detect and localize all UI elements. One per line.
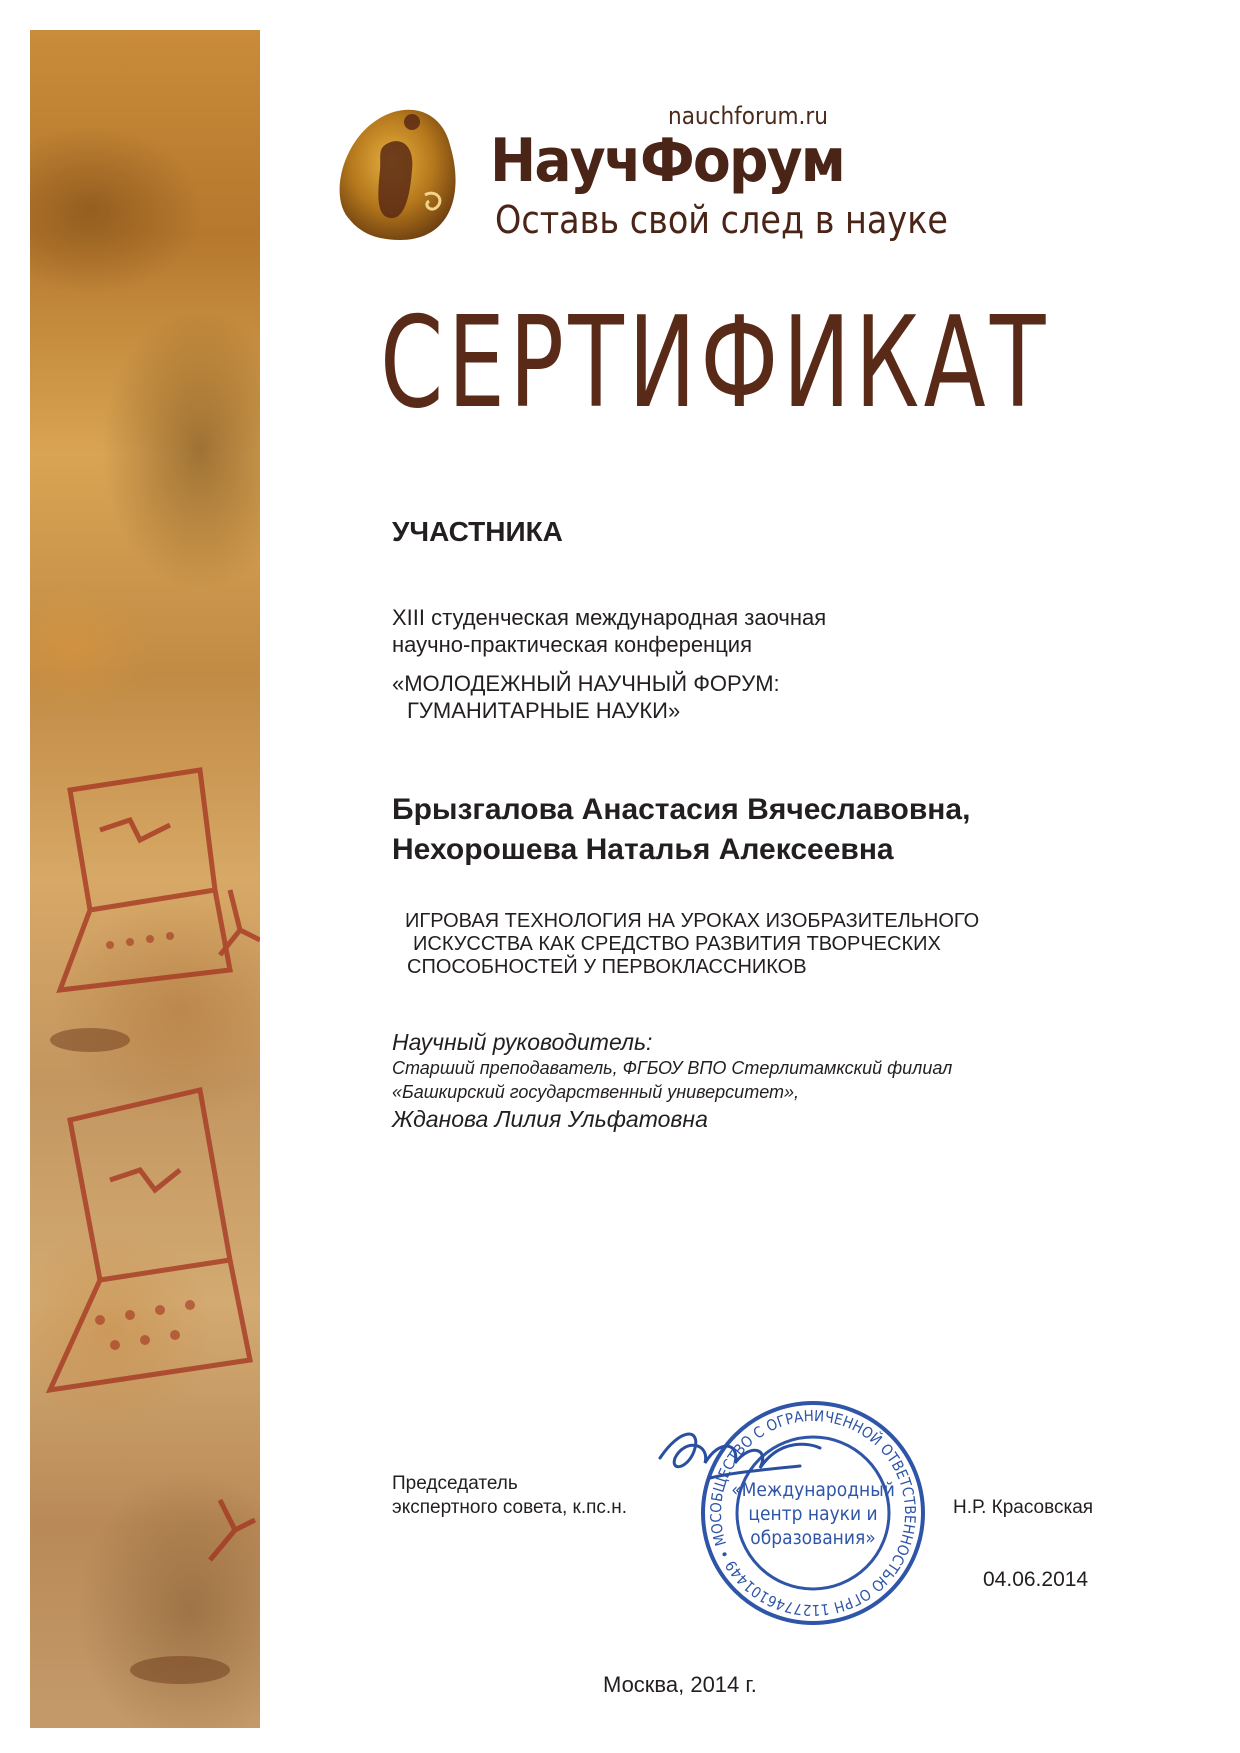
decorative-side-strip [30,30,260,1728]
handwritten-signature [650,1418,830,1498]
chair-name: Н.Р. Красовская [953,1497,1094,1518]
certificate-subtitle: УЧАСТНИКА [392,516,563,547]
conference-line: XIII студенческая международная заочная [392,605,827,630]
chair-line: экспертного совета, к.пс.н. [392,1497,627,1518]
advisor-position: «Башкирский государственный университет», [392,1082,800,1102]
chair-line: Председатель [392,1473,518,1494]
advisor-block [392,1028,952,1134]
chair-title [392,1472,627,1520]
participant-name: Нехорошева Наталья Алексеевна [392,833,894,866]
stamp-center-line: центр науки и [748,1503,878,1525]
topic-line: СПОСОБНОСТЕЙ У ПЕРВОКЛАССНИКОВ [407,956,807,978]
advisor-name: Жданова Лилия Ульфатовна [392,1106,708,1132]
advisor-heading: Научный руководитель: [392,1029,653,1055]
conference-name [392,670,780,724]
stamp-ring-text: ОБЩЕСТВО С ОГРАНИЧЕННОЙ ОТВЕТСТВЕННОСТЬЮ ОГРН 1127746101449 • МОС [706,1406,920,1620]
footprint-icon [330,100,470,250]
participant-names [392,790,970,870]
logo-url: nauchforum.ru [668,102,828,130]
conference-name-line: «МОЛОДЕЖНЫЙ НАУЧНЫЙ ФОРУМ: [392,671,780,696]
logo-brand: НаучФорум [490,126,845,196]
paper-topic [405,910,979,979]
logo-slogan: Оставь свой след в науке [495,198,948,242]
stamp-center-line: образования» [750,1527,876,1549]
participant-name: Брызгалова Анастасия Вячеславовна, [392,793,971,826]
topic-line: ИГРОВАЯ ТЕХНОЛОГИЯ НА УРОКАХ ИЗОБРАЗИТЕЛЬНОГО [405,910,980,932]
issue-date: 04.06.2014 [983,1568,1089,1591]
cave-painting-artwork [30,30,260,1728]
nauchforum-logo [330,100,1010,250]
conference-description [392,604,826,658]
stamp-center-line: «Международный [731,1479,895,1501]
certificate-title: СЕРТИФИКАТ [380,289,1050,436]
conference-line: научно-практическая конференция [392,632,753,657]
footer-place-year: Москва, 2014 г. [603,1672,757,1697]
advisor-position: Старший преподаватель, ФГБОУ ВПО Стерлитамкский филиал [392,1058,953,1078]
conference-name-line: ГУМАНИТАРНЫЕ НАУКИ» [407,698,681,723]
topic-line: ИСКУССТВА КАК СРЕДСТВО РАЗВИТИЯ ТВОРЧЕСКИХ [413,933,941,955]
